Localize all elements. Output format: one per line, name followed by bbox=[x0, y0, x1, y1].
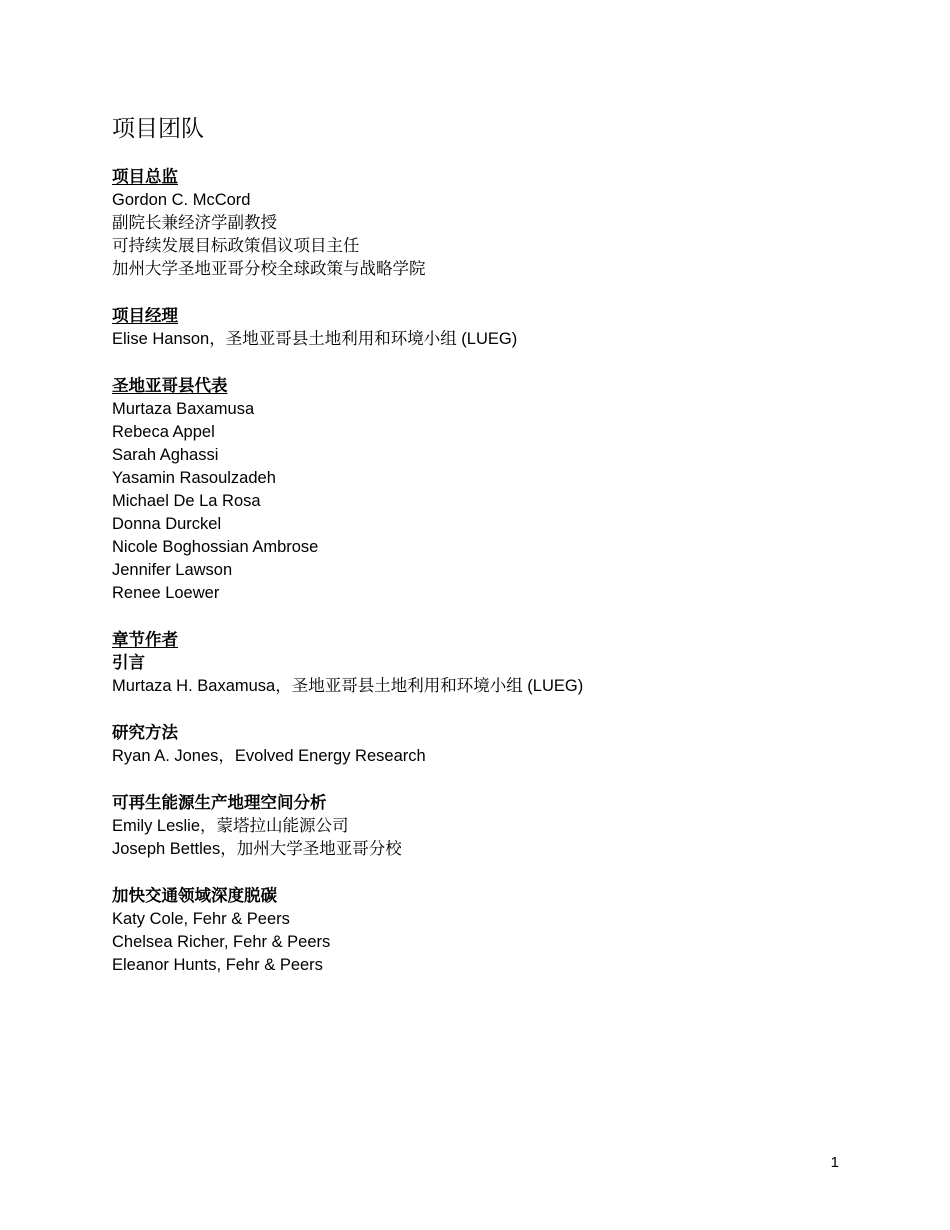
author-line: Katy Cole, Fehr & Peers bbox=[112, 910, 290, 928]
authors-transport bbox=[112, 885, 852, 977]
county-rep-name: Michael De La Rosa bbox=[112, 492, 261, 510]
author-line: Emily Leslie，蒙塔拉山能源公司 bbox=[112, 817, 349, 835]
county-rep-name: Nicole Boghossian Ambrose bbox=[112, 538, 319, 556]
director-affiliation: 加州大学圣地亚哥分校全球政策与战略学院 bbox=[112, 260, 426, 278]
page-number: 1 bbox=[830, 1154, 839, 1171]
manager-name: Elise Hanson，圣地亚哥县土地利用和环境小组 (LUEG) bbox=[112, 330, 518, 348]
chapter-title: 引言 bbox=[112, 654, 145, 672]
county-reps-section bbox=[112, 375, 852, 605]
authors-heading: 章节作者 bbox=[112, 631, 178, 649]
page-title: 项目团队 bbox=[112, 115, 204, 141]
director-heading: 项目总监 bbox=[112, 168, 178, 186]
authors-methodology bbox=[112, 722, 852, 768]
director-name: Gordon C. McCord bbox=[112, 191, 251, 209]
authors-geospatial bbox=[112, 792, 852, 861]
author-line: Chelsea Richer, Fehr & Peers bbox=[112, 933, 331, 951]
director-title: 副院长兼经济学副教授 bbox=[112, 214, 277, 232]
manager-section bbox=[112, 305, 852, 351]
author-line: Joseph Bettles，加州大学圣地亚哥分校 bbox=[112, 840, 402, 858]
director-section bbox=[112, 166, 852, 281]
county-rep-name: Donna Durckel bbox=[112, 515, 222, 533]
county-rep-name: Rebeca Appel bbox=[112, 423, 215, 441]
county-rep-name: Murtaza Baxamusa bbox=[112, 400, 255, 418]
author-line: Murtaza H. Baxamusa，圣地亚哥县土地利用和环境小组 (LUEG) bbox=[112, 677, 584, 695]
chapter-title: 加快交通领域深度脱碳 bbox=[112, 887, 277, 905]
county-reps-heading: 圣地亚哥县代表 bbox=[112, 377, 228, 395]
document-page bbox=[112, 112, 852, 1001]
author-line: Eleanor Hunts, Fehr & Peers bbox=[112, 956, 323, 974]
chapter-title: 研究方法 bbox=[112, 724, 178, 742]
author-line: Ryan A. Jones，Evolved Energy Research bbox=[112, 747, 426, 765]
authors-introduction bbox=[112, 652, 852, 698]
county-rep-name: Jennifer Lawson bbox=[112, 561, 233, 579]
chapter-title: 可再生能源生产地理空间分析 bbox=[112, 794, 327, 812]
county-rep-name: Renee Loewer bbox=[112, 584, 220, 602]
authors-section bbox=[112, 629, 852, 977]
county-rep-name: Yasamin Rasoulzadeh bbox=[112, 469, 276, 487]
county-rep-name: Sarah Aghassi bbox=[112, 446, 219, 464]
director-role: 可持续发展目标政策倡议项目主任 bbox=[112, 237, 360, 255]
manager-heading: 项目经理 bbox=[112, 307, 178, 325]
